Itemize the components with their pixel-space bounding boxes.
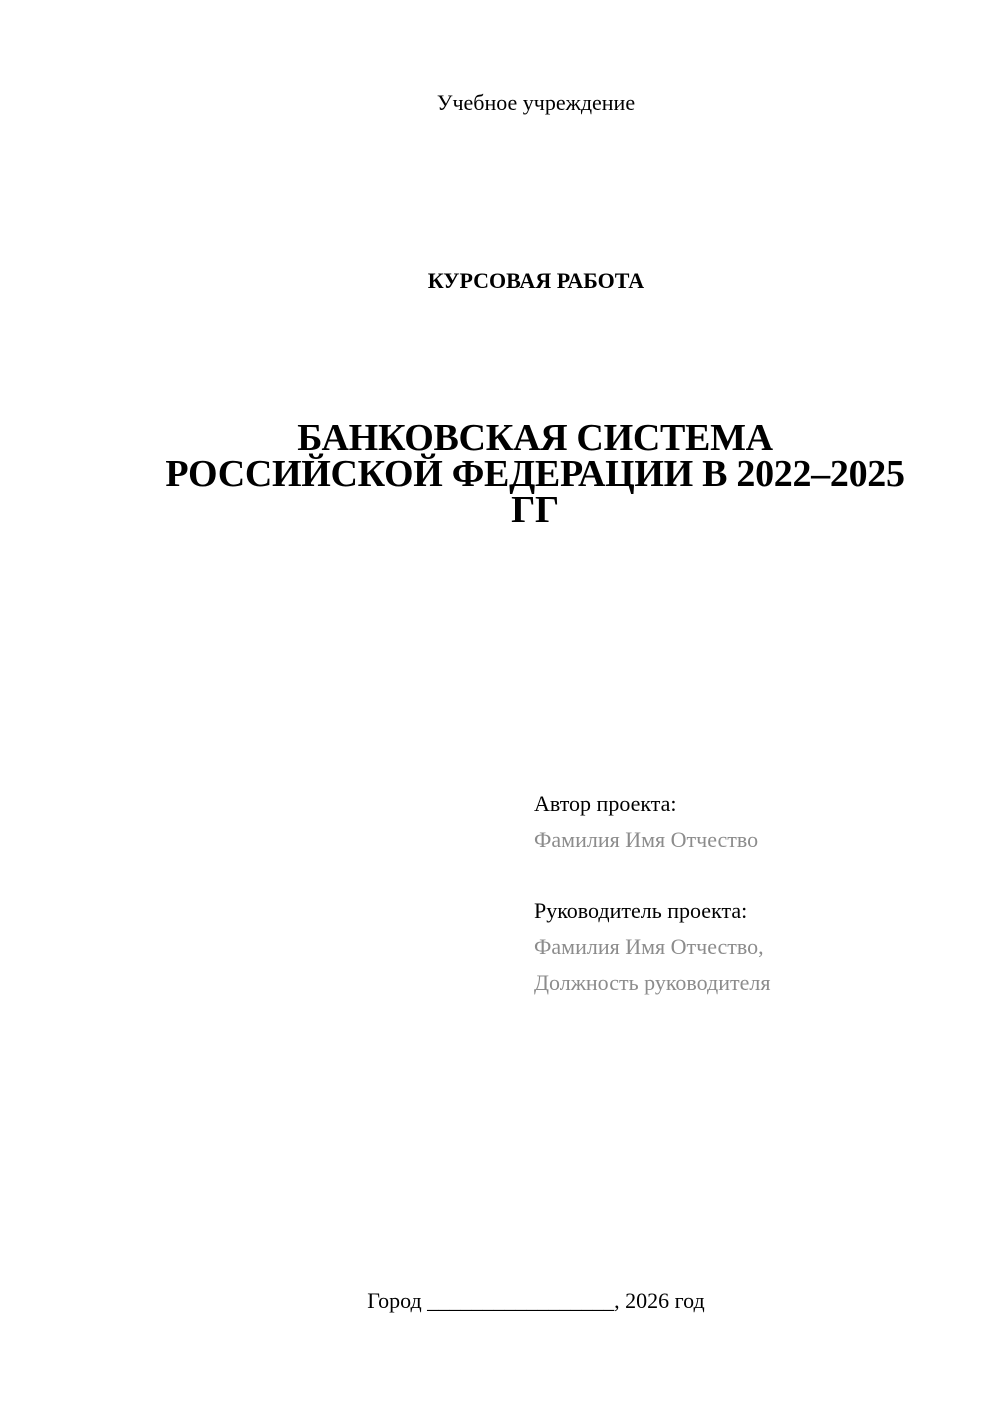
- supervisor-block: [534, 893, 974, 1001]
- author-label: Автор проекта:: [534, 791, 677, 816]
- supervisor-name: Фамилия Имя Отчество,: [534, 934, 764, 959]
- city-year-line: Город _________________, 2026 год: [367, 1288, 705, 1313]
- author-block: [534, 786, 974, 858]
- institution-name: Учебное учреждение: [436, 90, 636, 115]
- work-type-heading: КУРСОВАЯ РАБОТА: [427, 268, 645, 293]
- work-title: [140, 417, 930, 531]
- supervisor-position: Должность руководителя: [534, 970, 771, 995]
- supervisor-label: Руководитель проекта:: [534, 898, 748, 923]
- work-title-line-1: БАНКОВСКАЯ СИСТЕМА: [297, 417, 773, 459]
- work-title-line-3: ГГ: [511, 489, 559, 531]
- work-title-line-2: РОССИЙСКОЙ ФЕДЕРАЦИИ В 2022–2025: [165, 453, 905, 495]
- author-name: Фамилия Имя Отчество: [534, 827, 759, 852]
